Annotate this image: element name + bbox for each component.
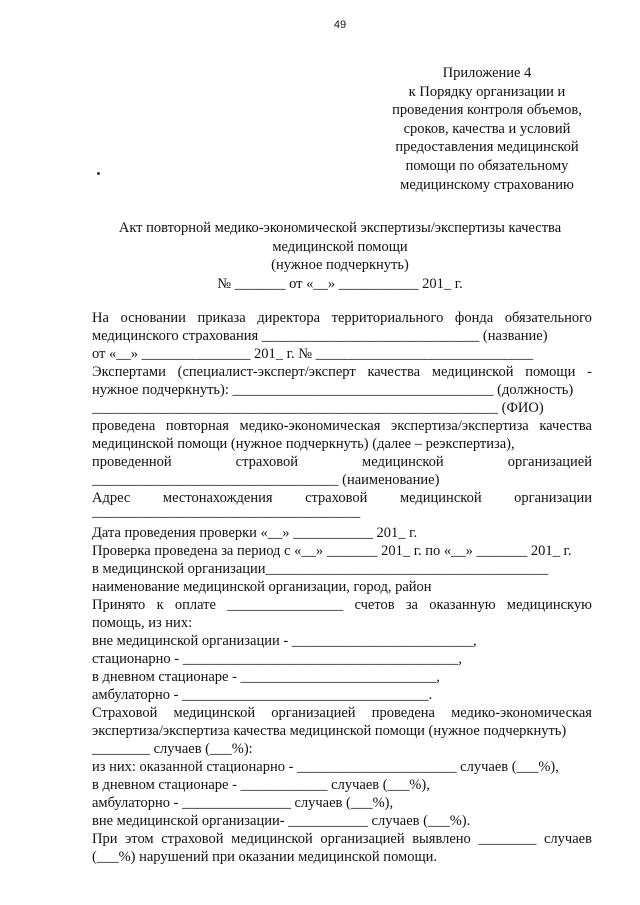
appendix-header	[376, 64, 598, 194]
body-line: нужное подчеркнуть): ____________________________________ (должность)	[92, 382, 574, 398]
body-line: в дневном стационаре - ____________ случаев (___%),	[92, 777, 430, 793]
stray-dot-mark	[97, 172, 100, 175]
body-line: в медицинской организации_______________________________________	[92, 561, 549, 577]
act-title-line: (нужное подчеркнуть)	[271, 257, 409, 274]
body-line: вне медицинской организации - _________________________,	[92, 633, 477, 649]
appendix-line: к Порядку организации и	[408, 83, 566, 100]
body-line: ________________________________________________________ (ФИО)	[92, 400, 544, 416]
body-line: Дата проведения проверки «__» ___________ 201_ г.	[92, 525, 418, 541]
body-line: __________________________________ (наименование)	[92, 472, 440, 488]
body-line: проведена повторная медико-экономическая экспертиза/экспертиза качества	[92, 418, 592, 434]
body-line: экспертиза/экспертиза качества медицинской помощи (нужное подчеркнуть)	[92, 723, 567, 739]
body-line: вне медицинской организации- ___________ случаев (___%).	[92, 813, 471, 829]
body-line: в дневном стационаре - ___________________________,	[92, 669, 440, 685]
body-line: ________ случаев (___%):	[92, 741, 253, 757]
act-number-line: № _______ от «__» ___________ 201_ г.	[217, 275, 463, 292]
appendix-line: помощи по обязательному	[405, 157, 569, 174]
appendix-line: проведения контроля объемов,	[392, 102, 582, 119]
body-line: амбулаторно - _______________ случаев (___%),	[92, 795, 394, 811]
body-line: _____________________________________	[92, 504, 361, 520]
body-line: Адрес местонахождения страховой медицинской организации	[92, 490, 592, 506]
body-line: из них: оказанной стационарно - ______________________ случаев (___%),	[92, 759, 559, 775]
body-line: Экспертами (специалист-эксперт/эксперт качества медицинской помощи -	[92, 364, 592, 380]
body-line: стационарно - ______________________________________,	[92, 651, 462, 667]
body-line: Страховой медицинской организацией проведена медико-экономическая	[92, 705, 592, 721]
body-line: При этом страховой медицинской организацией выявлено ________ случаев	[92, 831, 592, 847]
body-line: Проверка проведена за период с «__» _______ 201_ г. по «__» _______ 201_ г.	[92, 543, 572, 559]
body-line: от «__» _______________ 201_ г. № ______________________________	[92, 346, 534, 362]
body-line: помощь, из них:	[92, 615, 193, 631]
body-line: медицинского страхования ______________________________ (название)	[92, 328, 548, 344]
appendix-line: Приложение 4	[442, 65, 532, 81]
appendix-line: медицинскому страхованию	[400, 176, 574, 193]
body-line: наименование медицинской организации, город, район	[92, 579, 432, 595]
act-title-line: Акт повторной медико-экономической экспертизы/экспертизы качества	[118, 220, 562, 236]
body-line: (___%) нарушений при оказании медицинской помощи.	[92, 849, 438, 865]
page-number: 49	[333, 19, 347, 31]
body-line: проведенной страховой медицинской организацией	[92, 454, 592, 470]
act-title-line: медицинской помощи	[272, 238, 408, 255]
body-line: Принято к оплате ________________ счетов за оказанную медицинскую	[92, 597, 592, 613]
appendix-line: предоставления медицинской	[395, 139, 579, 156]
body-line: амбулаторно - __________________________________.	[92, 687, 433, 703]
act-title	[90, 219, 590, 293]
body-line: медицинской помощи (нужное подчеркнуть) (далее – реэкспертиза),	[92, 436, 515, 452]
appendix-line: сроков, качества и условий	[403, 120, 571, 137]
body-line: На основании приказа директора территориального фонда обязательного	[92, 310, 592, 326]
